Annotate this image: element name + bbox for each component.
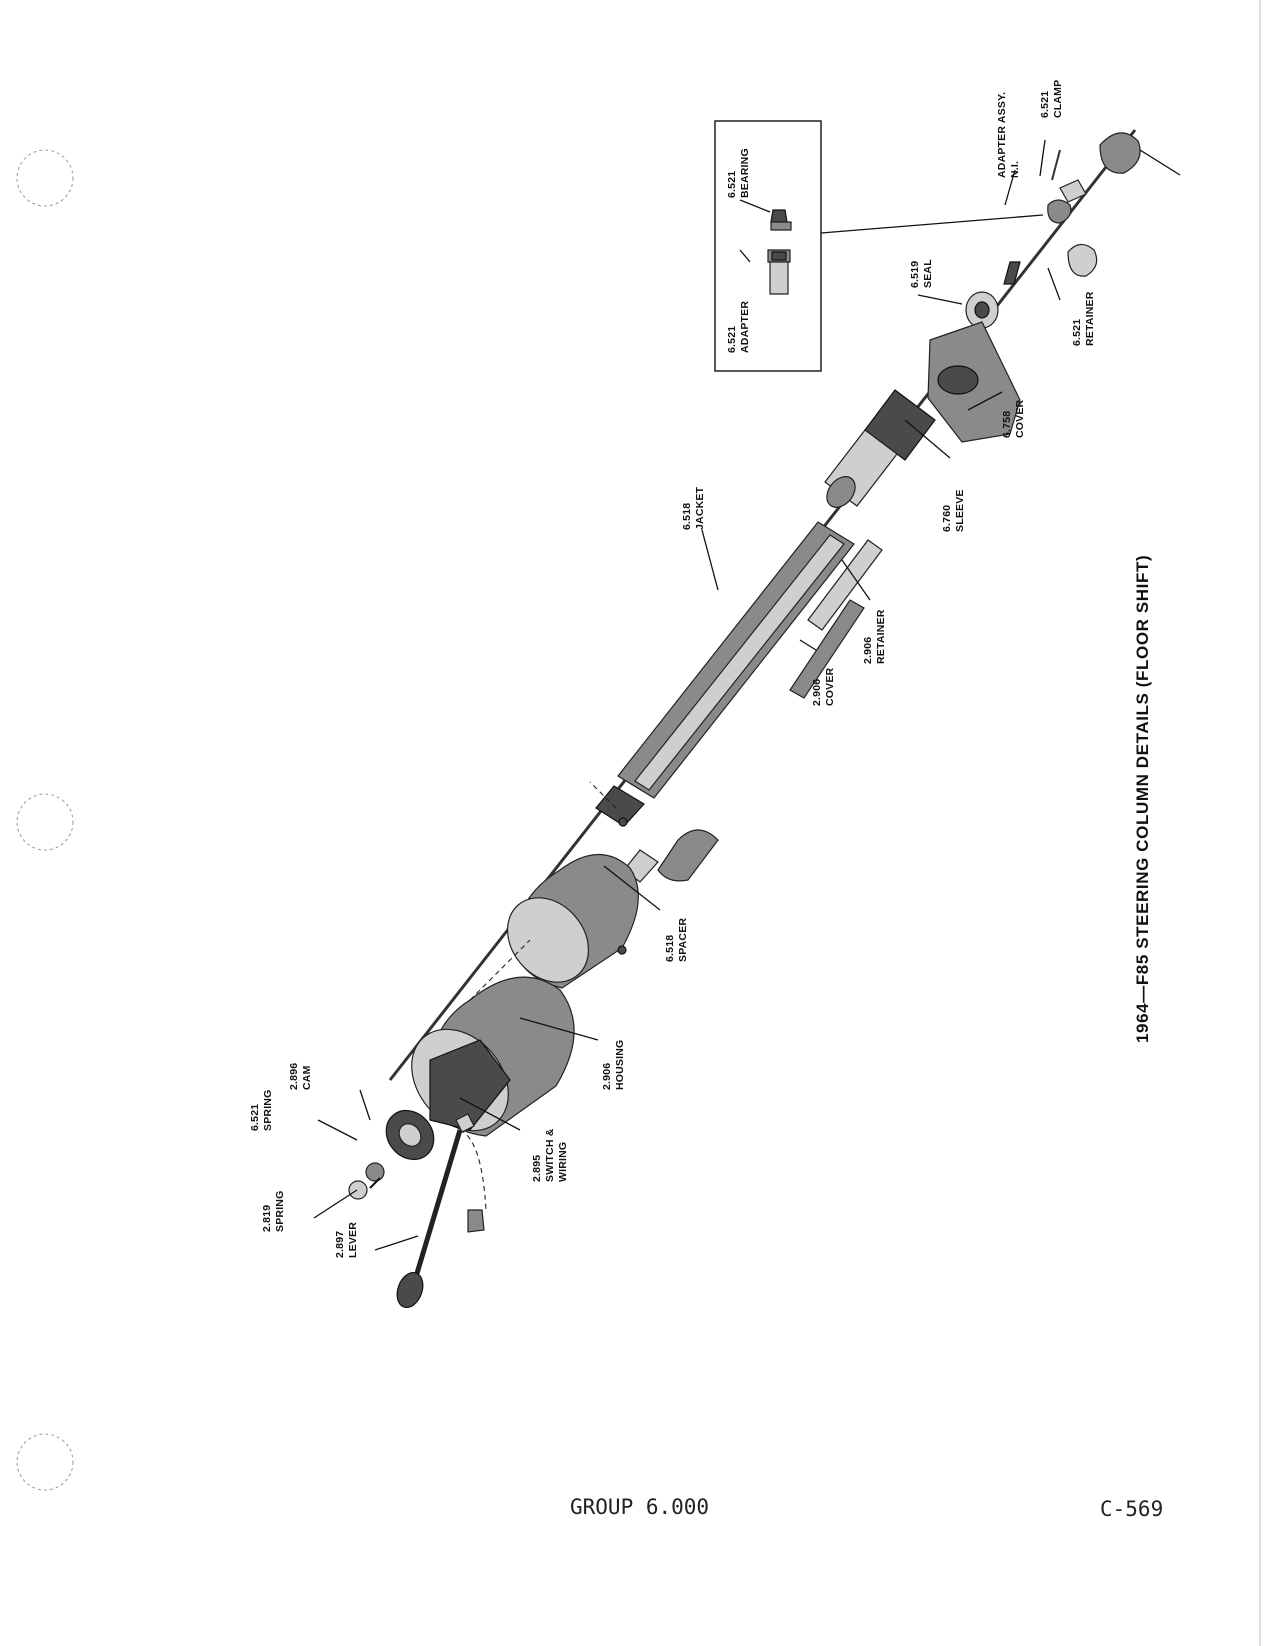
svg-text:6.519: 6.519 [909,260,921,288]
label-spacer [664,918,689,962]
svg-text:6.518: 6.518 [681,502,693,530]
svg-text:6.758: 6.758 [1001,410,1013,438]
svg-text:SPRING: SPRING [262,1089,274,1131]
svg-text:6.760: 6.760 [941,504,953,532]
label-switch-wiring [531,1128,569,1182]
label-adapter-assy [996,92,1021,178]
svg-text:2.896: 2.896 [288,1062,300,1090]
footer-page-number: C-569 [1100,1497,1164,1521]
svg-text:SWITCH &: SWITCH & [544,1128,556,1182]
svg-text:2.906: 2.906 [811,678,823,706]
sleeve-760 [821,390,935,513]
svg-text:CLAMP: CLAMP [1052,79,1064,118]
svg-text:JACKET: JACKET [694,486,706,530]
label-retainer-906 [862,609,887,664]
label-clamp [1039,80,1064,118]
svg-text:CAM: CAM [301,1065,313,1090]
label-sleeve [941,489,966,532]
svg-text:6.521: 6.521 [249,1103,261,1131]
svg-text:LEVER: LEVER [347,1221,359,1258]
label-jacket [681,486,706,530]
svg-text:SLEEVE: SLEEVE [954,489,966,532]
dashed-line-lever [460,1130,486,1210]
svg-text:COVER: COVER [824,667,836,706]
svg-text:6.518: 6.518 [664,934,676,962]
svg-text:WIRING: WIRING [557,1141,569,1182]
svg-text:2.906: 2.906 [601,1062,613,1090]
svg-text:COVER: COVER [1014,399,1026,438]
spring-parts [349,1163,384,1199]
label-spring-521 [249,1090,274,1131]
svg-text:SPRING: SPRING [274,1190,286,1232]
label-seal [909,259,934,288]
svg-text:ADAPTER ASSY.: ADAPTER ASSY. [996,91,1008,178]
label-spring-819 [261,1191,286,1232]
svg-text:2.895: 2.895 [531,1154,543,1182]
svg-text:SEAL: SEAL [922,259,934,288]
svg-text:6.521: 6.521 [1071,318,1083,346]
inset-adapter [768,250,790,294]
svg-text:BEARING: BEARING [739,148,751,198]
svg-text:N.I.: N.I. [1009,160,1021,178]
label-lever [334,1222,359,1258]
label-cam [288,1063,313,1090]
svg-text:RETAINER: RETAINER [875,609,887,664]
svg-text:6.521: 6.521 [726,325,738,353]
svg-text:2.819: 2.819 [261,1204,273,1232]
label-housing [601,1040,626,1090]
svg-text:RETAINER: RETAINER [1084,291,1096,346]
svg-text:HOUSING: HOUSING [614,1039,626,1090]
svg-text:2.897: 2.897 [334,1230,346,1258]
svg-text:ADAPTER: ADAPTER [739,300,751,353]
label-retainer-521 [1071,291,1096,346]
diagram-title: 1964—F85 STEERING COLUMN DETAILS (FLOOR SHIFT) [1133,554,1152,1043]
binder-holes [17,150,73,1490]
inset-leader-line [821,215,1043,233]
footer-group: GROUP 6.000 [570,1495,710,1519]
svg-text:6.521: 6.521 [726,170,738,198]
svg-text:SPACER: SPACER [677,917,689,962]
shift-bowl-wiring [619,818,718,882]
svg-text:2.906: 2.906 [862,636,874,664]
svg-text:6.521: 6.521 [1039,90,1051,118]
